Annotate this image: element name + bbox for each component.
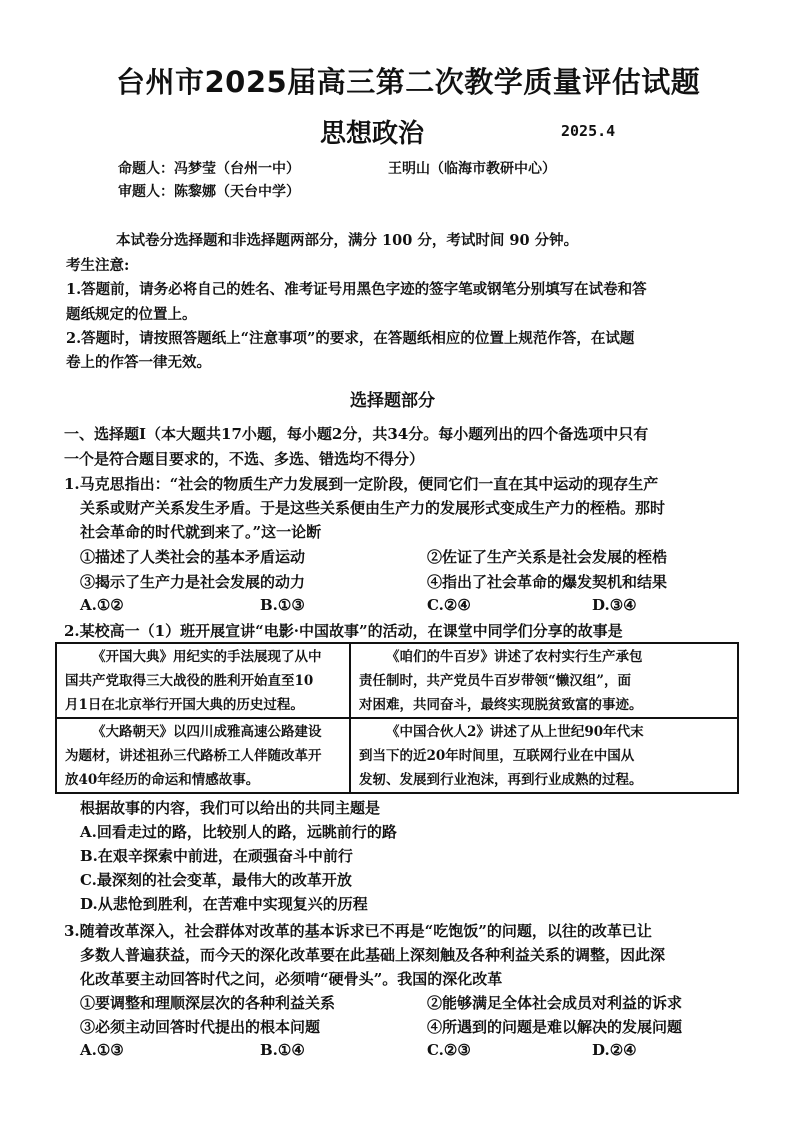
story-cell-1-line-3: 月1日在北京举行开国大典的历史过程。 xyxy=(65,697,304,713)
setters-line xyxy=(118,158,300,178)
q1-option-d: D.③④ xyxy=(592,596,637,614)
setter-2: 王明山（临海市教研中心） xyxy=(388,161,556,177)
table-divider-horizontal xyxy=(57,717,737,719)
story-cell-2-line-3: 对困难，共同奋斗，最终实现脱贫致富的事迹。 xyxy=(359,697,643,713)
exam-title: 台州市2025届高三第二次教学质量评估试题 xyxy=(116,65,701,99)
notice-item-2-line-1: 2.答题时，请按照答题纸上“注意事项”的要求，在答题纸相应的位置上规范作答，在试题 xyxy=(66,330,635,347)
exam-date: 2025.4 xyxy=(561,122,616,140)
q1-stem-line-1: 1.马克思指出：“社会的物质生产力发展到一定阶段，便同它们一直在其中运动的现存生产 xyxy=(64,475,659,493)
q1-option-b: B.①③ xyxy=(260,596,305,614)
q3-statement-1: ①要调整和理顺深层次的各种利益关系 xyxy=(80,994,336,1012)
reviewer-line xyxy=(118,181,300,201)
intro-text: 本试卷分选择题和非选择题两部分，满分 100 分，考试时间 90 分钟。 xyxy=(116,232,579,249)
q3-statement-2: ②能够满足全体社会成员对利益的诉求 xyxy=(427,994,683,1012)
q2-option-d: D.从悲怆到胜利，在苦难中实现复兴的历程 xyxy=(80,895,368,913)
q2-question: 根据故事的内容，我们可以给出的共同主题是 xyxy=(80,799,381,817)
notice-item-2-line-2: 卷上的作答一律无效。 xyxy=(66,354,211,371)
q3-option-a: A.①③ xyxy=(80,1041,124,1059)
reviewer-label: 审题人： xyxy=(118,184,174,200)
q1-option-a: A.①② xyxy=(80,596,124,614)
setters-label: 命题人： xyxy=(118,161,174,177)
q1-statement-2: ②佐证了生产关系是社会发展的桎梏 xyxy=(427,548,668,566)
q1-statement-4: ④指出了社会革命的爆发契机和结果 xyxy=(427,573,668,591)
q2-stem: 2.某校高一（1）班开展宣讲“电影·中国故事”的活动，在课堂中同学们分享的故事是 xyxy=(64,622,623,640)
notice-item-1-line-2: 题纸规定的位置上。 xyxy=(66,306,197,323)
story-cell-3 xyxy=(65,720,322,792)
story-cell-4-line-1: 《中国合伙人2》讲述了从上世纪90年代末 xyxy=(386,724,644,740)
story-cell-3-line-1: 《大路朝天》以四川成雅高速公路建设 xyxy=(92,724,322,740)
q3-stem-line-2: 多数人普遍获益，而今天的深化改革要在此基础上深刻触及各种利益关系的调整，因此深 xyxy=(80,946,666,964)
story-cell-3-line-2: 为题材，讲述祖孙三代路桥工人伴随改革开 xyxy=(65,748,322,764)
story-cell-4-line-3: 发轫、发展到行业泡沫，再到行业成熟的过程。 xyxy=(359,772,643,788)
story-cell-3-line-3: 放40年经历的命运和情感故事。 xyxy=(65,772,260,788)
story-cell-2 xyxy=(359,645,643,717)
notice-heading: 考生注意: xyxy=(66,257,130,274)
subject-title: 思想政治 xyxy=(320,119,425,149)
story-table xyxy=(55,642,739,794)
story-cell-2-line-2: 责任制时，共产党员牛百岁带领“懒汉组”，面 xyxy=(359,673,632,689)
q3-option-c: C.②③ xyxy=(427,1041,471,1059)
story-cell-4-line-2: 到当下的近20年时间里，互联网行业在中国从 xyxy=(359,748,635,764)
q2-option-c: C.最深刻的社会变革，最伟大的改革开放 xyxy=(80,871,352,889)
story-cell-1 xyxy=(65,645,322,717)
q1-stem-line-3: 社会革命的时代就到来了。”这一论断 xyxy=(80,523,322,541)
section-title: 选择题部分 xyxy=(350,391,435,411)
q3-option-d: D.②④ xyxy=(592,1041,637,1059)
q1-statement-1: ①描述了人类社会的基本矛盾运动 xyxy=(80,548,306,566)
part1-instruction-line-1: 一、选择题Ⅰ（本大题共17小题，每小题2分，共34分。每小题列出的四个备选项中只有 xyxy=(64,425,649,443)
q3-statement-3: ③必须主动回答时代提出的根本问题 xyxy=(80,1018,321,1036)
q1-option-c: C.②④ xyxy=(427,596,471,614)
part1-instruction-line-2: 一个是符合题目要求的，不选、多选、错选均不得分） xyxy=(64,450,425,468)
q2-option-a: A.回看走过的路，比较别人的路，远眺前行的路 xyxy=(80,823,397,841)
q3-stem-line-1: 3.随着改革深入，社会群体对改革的基本诉求已不再是“吃饱饭”的问题，以往的改革已让 xyxy=(64,922,652,940)
q1-stem-line-2: 关系或财产关系发生矛盾。于是这些关系便由生产力的发展形式变成生产力的桎梏。那时 xyxy=(80,499,666,517)
story-cell-1-line-1: 《开国大典》用纪实的手法展现了从中 xyxy=(92,649,322,665)
q2-option-b: B.在艰辛探索中前进，在顽强奋斗中前行 xyxy=(80,847,353,865)
setter-1: 冯梦莹（台州一中） xyxy=(174,161,300,177)
q1-statement-3: ③揭示了生产力是社会发展的动力 xyxy=(80,573,306,591)
q3-stem-line-3: 化改革要主动回答时代之问，必须啃“硬骨头”。我国的深化改革 xyxy=(80,970,503,988)
q3-statement-4: ④所遇到的问题是难以解决的发展问题 xyxy=(427,1018,683,1036)
story-cell-2-line-1: 《咱们的牛百岁》讲述了农村实行生产承包 xyxy=(386,649,643,665)
q3-option-b: B.①④ xyxy=(260,1041,305,1059)
story-cell-1-line-2: 国共产党取得三大战役的胜利开始直至10 xyxy=(65,673,314,689)
notice-item-1-line-1: 1.答题前，请务必将自己的姓名、准考证号用黑色字迹的签字笔或钢笔分别填写在试卷和答 xyxy=(66,281,647,298)
story-cell-4 xyxy=(359,720,644,792)
reviewer: 陈黎娜（天台中学） xyxy=(174,184,300,200)
